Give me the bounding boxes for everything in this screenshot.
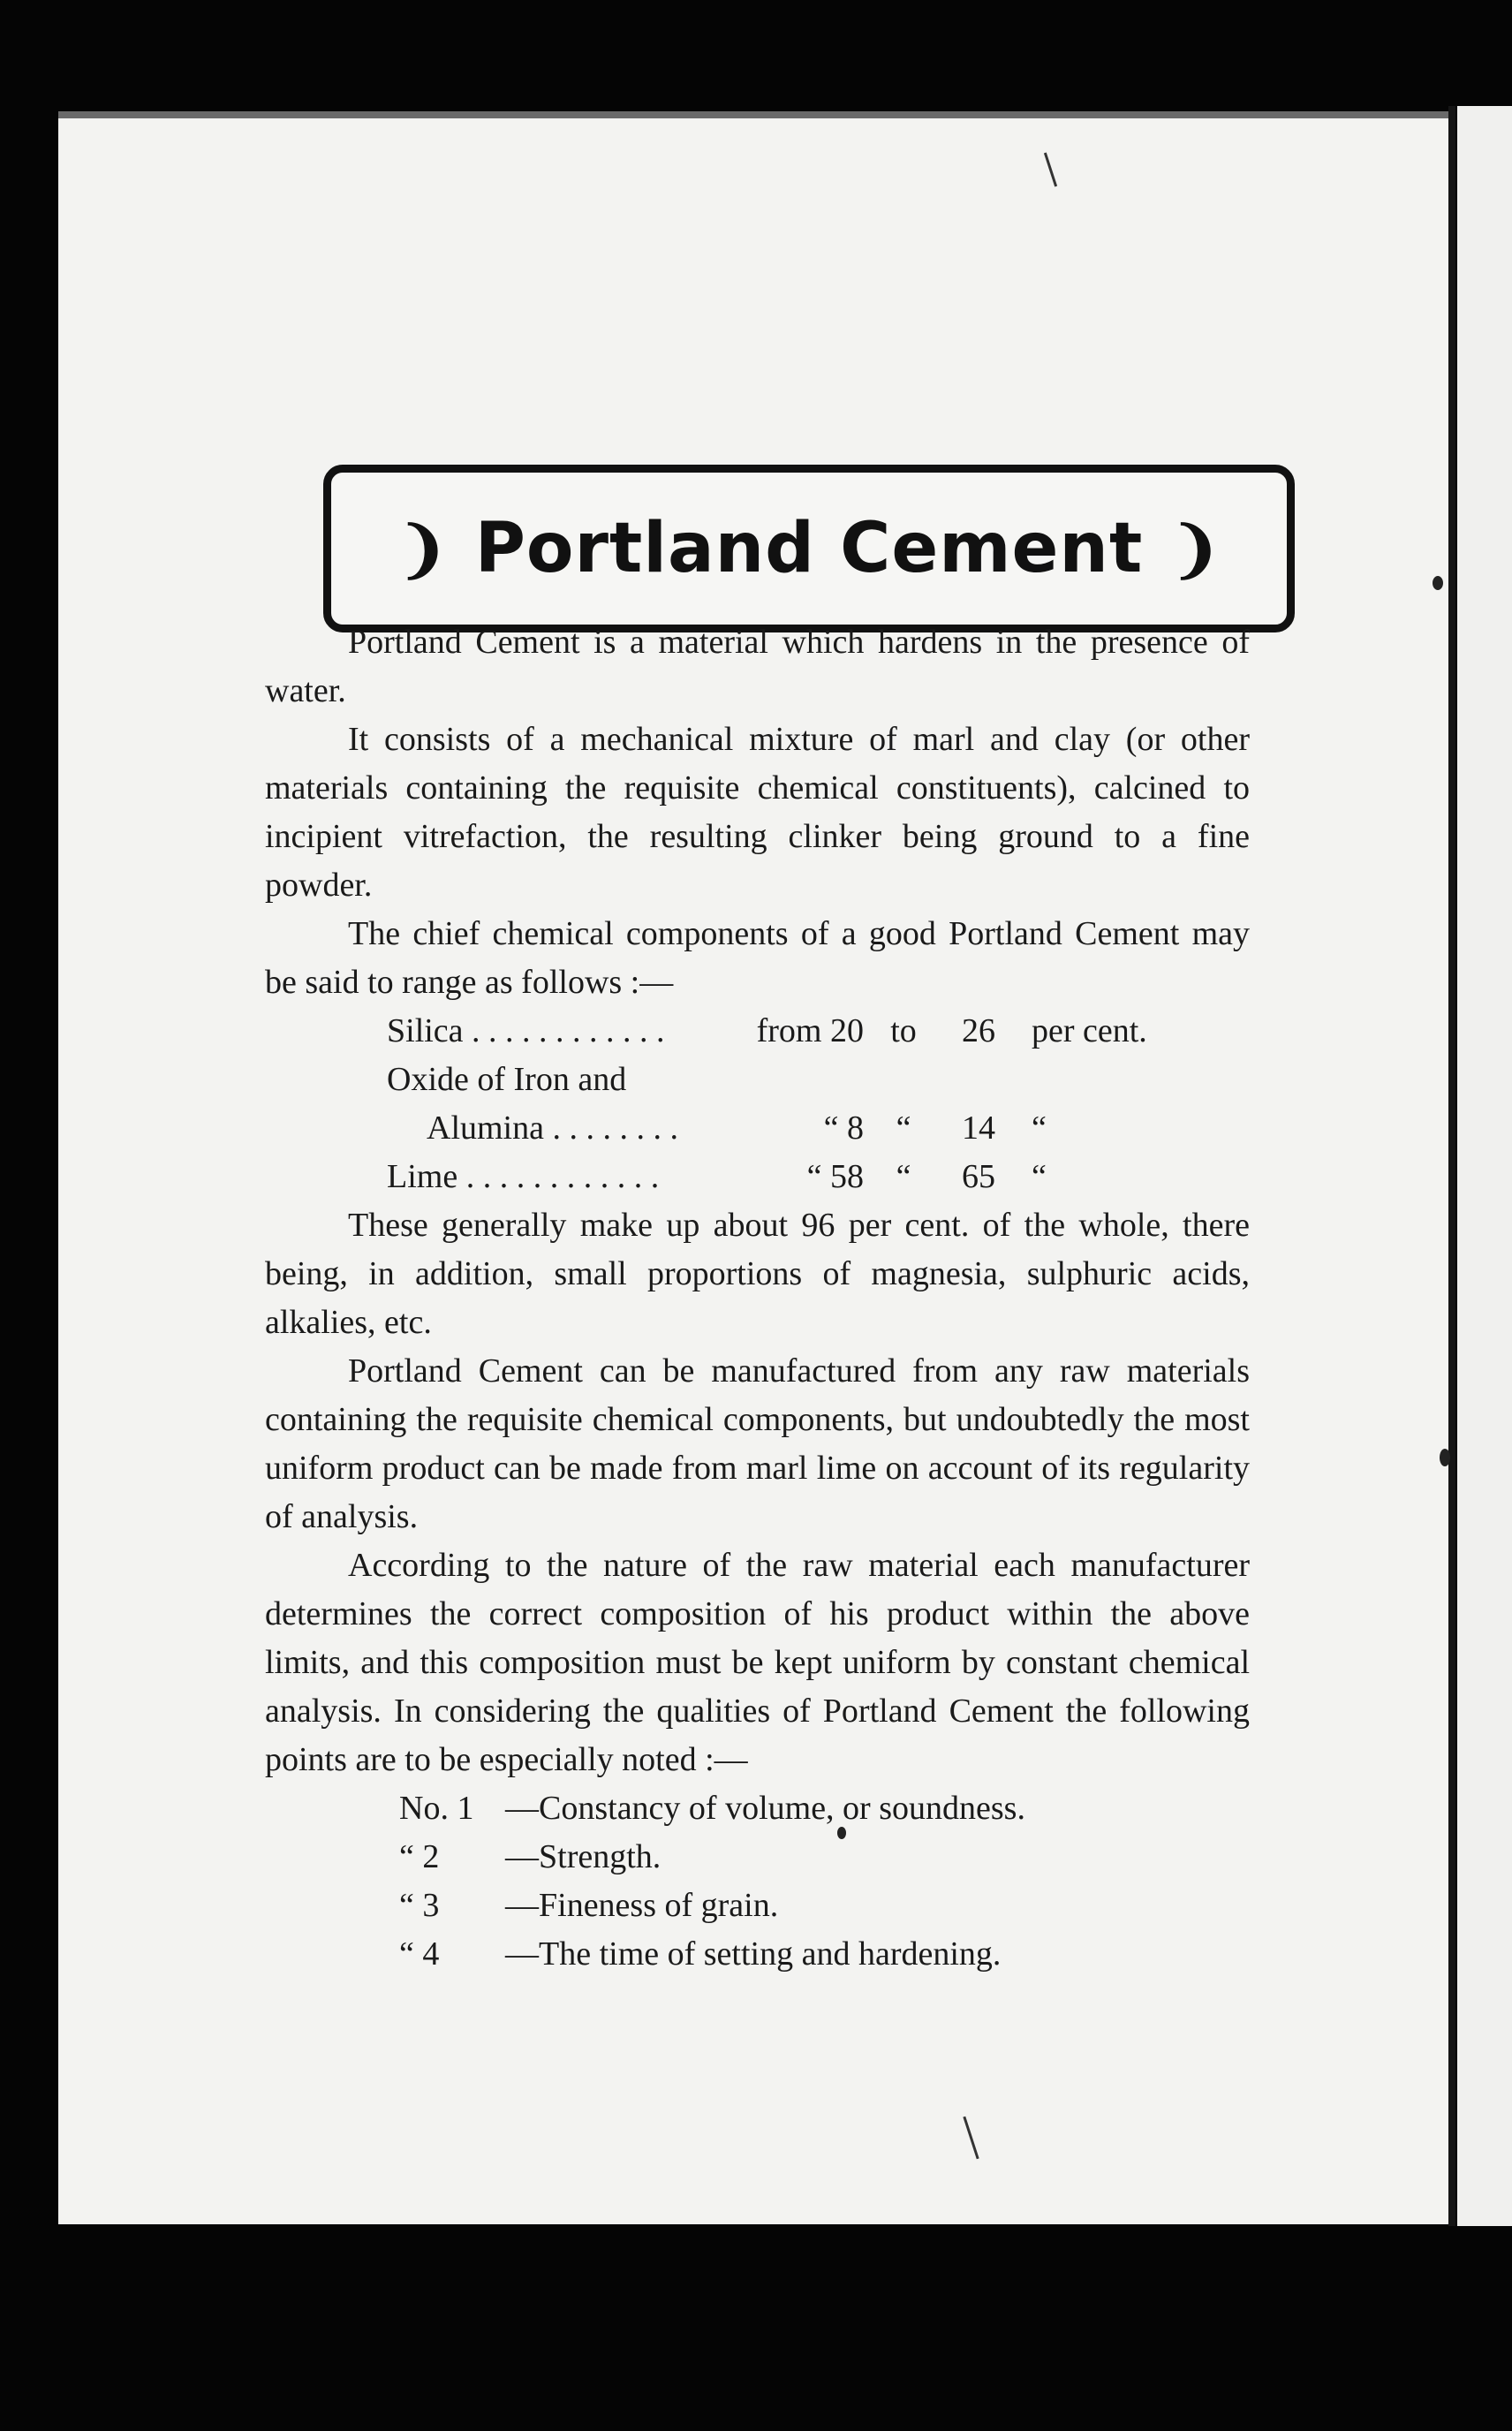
component-unit: “ <box>1032 1109 1047 1147</box>
component-upto: 14 <box>962 1109 995 1147</box>
component-from: from 20 <box>756 1012 864 1049</box>
list-item <box>399 1833 1250 1882</box>
components-table <box>265 1007 1250 1201</box>
ornament-left-icon: ❩ <box>397 511 449 586</box>
component-to: “ <box>896 1158 911 1195</box>
component-row <box>387 1104 1250 1153</box>
scan-speck <box>837 1827 846 1839</box>
ornament-right-icon: ❩ <box>1169 511 1221 586</box>
component-label: Alumina . . . . . . . . <box>427 1109 678 1147</box>
body-text <box>265 618 1250 1979</box>
paragraph-3: The chief chemical components of a good Portland Cement may be said to range as follows :— <box>265 915 1250 1001</box>
component-from: “ 58 <box>806 1158 864 1195</box>
paragraph-1: Portland Cement is a material which hardens in the presence of water. <box>265 624 1250 709</box>
point-text: —Constancy of volume, or soundness. <box>505 1790 1025 1827</box>
title-box <box>323 465 1295 632</box>
list-item <box>399 1930 1250 1979</box>
component-upto: 26 <box>962 1012 995 1049</box>
point-number: “ 2 <box>399 1838 440 1875</box>
point-text: —Fineness of grain. <box>505 1887 779 1924</box>
scan-speck <box>1433 576 1443 590</box>
paragraph-5: Portland Cement can be manufactured from any raw materials containing the requisite chemical components, but undoubtedly the most uniform product can be made from marl lime on account of its regularity of analysis. <box>265 1352 1250 1535</box>
component-row <box>387 1056 1250 1104</box>
page-title: Portland Cement <box>474 509 1144 588</box>
component-to: “ <box>896 1109 911 1147</box>
component-from: “ 8 <box>823 1109 864 1147</box>
component-label: Lime . . . . . . . . . . . . <box>387 1158 660 1195</box>
point-number: “ 4 <box>399 1935 440 1973</box>
list-item <box>399 1784 1250 1833</box>
paragraph-6: According to the nature of the raw material each manufacturer determines the correct composition of his product within the above limits, and this composition must be kept uniform by constant chemical analysis. In considering the qualities of Portland Cement the following points are to be especially noted :— <box>265 1547 1250 1778</box>
list-item <box>399 1882 1250 1930</box>
component-unit: “ <box>1032 1158 1047 1195</box>
point-number: No. 1 <box>399 1790 474 1827</box>
point-number: “ 3 <box>399 1887 440 1924</box>
component-to: to <box>890 1012 917 1049</box>
component-upto: 65 <box>962 1158 995 1195</box>
paragraph-4: These generally make up about 96 per cent. of the whole, there being, in addition, small proportions of magnesia, sulphuric acids, alkalies, etc. <box>265 1207 1250 1341</box>
component-row <box>387 1153 1250 1201</box>
scan-speck <box>1440 1449 1450 1466</box>
points-list <box>265 1784 1250 1979</box>
point-text: —Strength. <box>505 1838 662 1875</box>
paragraph-2: It consists of a mechanical mixture of marl and clay (or other materials containing the requisite chemical constituents), calcined to incipient vitrefaction, the resulting clinker being ground to a fine powder. <box>265 721 1250 904</box>
point-text: —The time of setting and hardening. <box>505 1935 1002 1973</box>
component-label: Oxide of Iron and <box>387 1061 627 1098</box>
component-label: Silica . . . . . . . . . . . . <box>387 1012 665 1049</box>
component-unit: per cent. <box>1032 1012 1147 1049</box>
page-gutter <box>1448 106 1455 2226</box>
facing-page-edge <box>1457 106 1512 2226</box>
component-row <box>387 1007 1250 1056</box>
